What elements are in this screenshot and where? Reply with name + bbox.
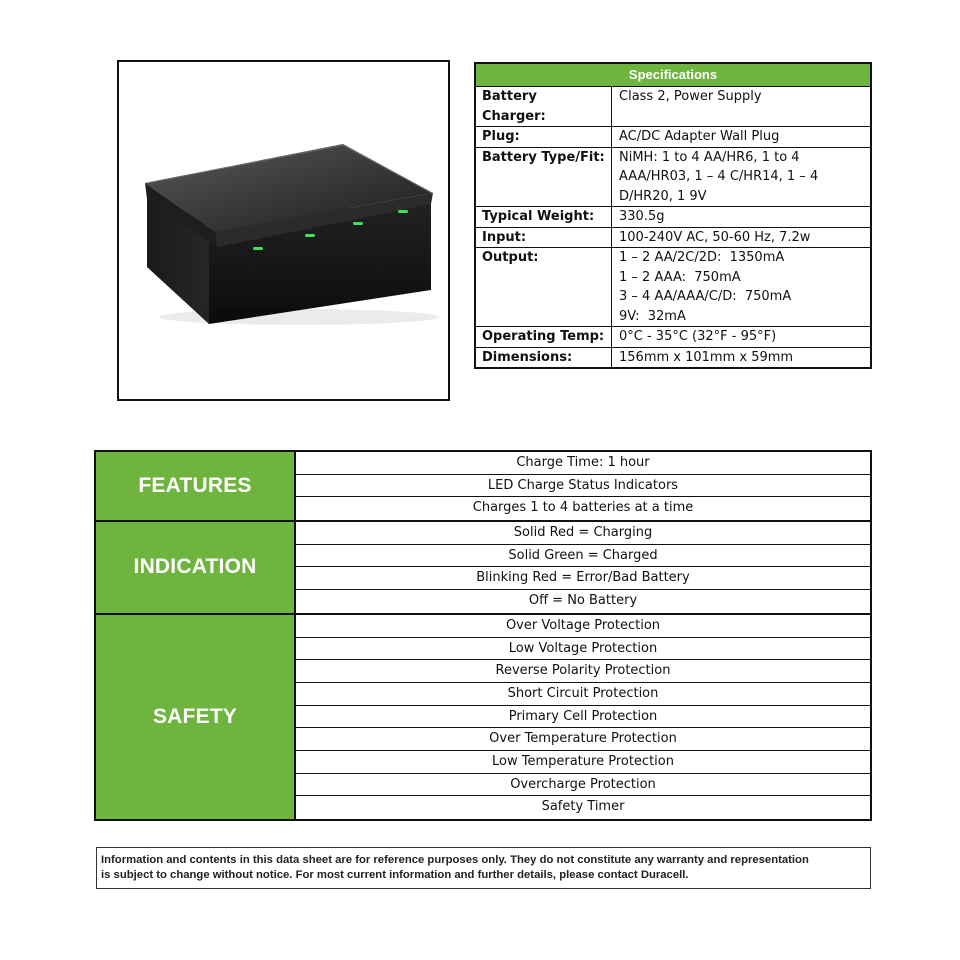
feature-item: Charges 1 to 4 batteries at a time <box>472 500 694 516</box>
spec-row <box>476 248 870 327</box>
feature-items <box>296 522 870 613</box>
features-table <box>94 450 872 821</box>
spec-value-line: 0°C - 35°C (32°F - 95°F) <box>619 329 777 344</box>
feature-item: Blinking Red = Error/Bad Battery <box>296 567 870 590</box>
spec-row <box>476 348 870 368</box>
spec-value-line: 3 – 4 AA/AAA/C/D: 750mA <box>619 289 792 304</box>
feature-item: LED Charge Status Indicators <box>296 475 870 498</box>
spec-label: Typical Weight: <box>476 207 612 227</box>
disclaimer-line-2: is subject to change without notice. For most current information and further details, please contact Duracell. <box>101 869 689 881</box>
feature-item: Over Temperature Protection <box>296 728 870 751</box>
feature-item: Over Voltage Protection <box>296 615 870 638</box>
feature-item: Charge Time: 1 hour <box>296 452 870 475</box>
feature-item: Solid Red = Charging <box>296 522 870 545</box>
spec-value-line: AC/DC Adapter Wall Plug <box>619 129 780 144</box>
spec-label: Dimensions: <box>476 348 612 368</box>
feature-group-indication <box>96 522 870 615</box>
spec-label: Input: <box>476 228 612 248</box>
spec-value-line: 330.5g <box>619 209 665 224</box>
spec-label: Output: <box>476 248 612 326</box>
feature-item: Short Circuit Protection <box>296 683 870 706</box>
spec-value <box>612 207 870 227</box>
disclaimer-line-1: Information and contents in this data sheet are for reference purposes only. They do not constitute any warranty and representation <box>101 854 809 866</box>
spec-value-line: 9V: 32mA <box>619 308 686 324</box>
feature-group-safety <box>96 615 870 819</box>
feature-items <box>296 452 870 520</box>
spec-value <box>612 248 870 326</box>
spec-value <box>612 87 870 126</box>
spec-value-line: Class 2, Power Supply <box>619 89 762 104</box>
feature-item: Overcharge Protection <box>296 774 870 797</box>
spec-value-line: 156mm x 101mm x 59mm <box>619 349 794 365</box>
feature-item: Low Temperature Protection <box>296 751 870 774</box>
spec-value <box>612 148 870 207</box>
feature-group-title: INDICATION <box>96 522 296 613</box>
feature-item: Solid Green = Charged <box>296 545 870 568</box>
spec-value-line: NiMH: 1 to 4 AA/HR6, 1 to 4 <box>619 149 800 165</box>
spec-row <box>476 127 870 148</box>
battery-charger-image <box>119 62 452 403</box>
spec-row <box>476 207 870 228</box>
spec-value-line: AAA/HR03, 1 – 4 C/HR14, 1 – 4 <box>619 169 819 184</box>
feature-item: Reverse Polarity Protection <box>296 660 870 683</box>
feature-item: Off = No Battery <box>528 593 638 609</box>
spec-row <box>476 327 870 348</box>
spec-value-line: 1 – 2 AAA: 750mA <box>619 269 741 285</box>
feature-item: Safety Timer <box>541 799 625 815</box>
spec-value-line: 100-240V AC, 50-60 Hz, 7.2w <box>619 229 811 245</box>
feature-group-features <box>96 452 870 522</box>
spec-value <box>612 327 870 347</box>
spec-label: Battery Charger: <box>476 87 612 126</box>
spec-label: Plug: <box>476 127 612 147</box>
led-2 <box>305 234 315 237</box>
spec-row <box>476 87 870 127</box>
feature-group-title: SAFETY <box>96 615 296 819</box>
feature-item: Low Voltage Protection <box>296 638 870 661</box>
specifications-title: Specifications <box>476 64 870 87</box>
feature-items <box>296 615 870 819</box>
spec-row <box>476 228 870 249</box>
spec-value-line: 1 – 2 AA/2C/2D: 1350mA <box>619 250 785 265</box>
led-1 <box>253 247 263 250</box>
specifications-table <box>474 62 872 369</box>
spec-value-line: D/HR20, 1 9V <box>619 188 707 204</box>
spec-value <box>612 348 870 368</box>
spec-value <box>612 127 870 147</box>
spec-label: Battery Type/Fit: <box>476 148 612 207</box>
spec-value <box>612 228 870 248</box>
feature-item: Primary Cell Protection <box>296 706 870 729</box>
led-4 <box>398 210 408 213</box>
led-3 <box>353 222 363 225</box>
spec-row <box>476 148 870 208</box>
disclaimer-box <box>96 847 871 889</box>
product-image-frame <box>117 60 450 401</box>
spec-label: Operating Temp: <box>476 327 612 347</box>
feature-group-title: FEATURES <box>96 452 296 520</box>
